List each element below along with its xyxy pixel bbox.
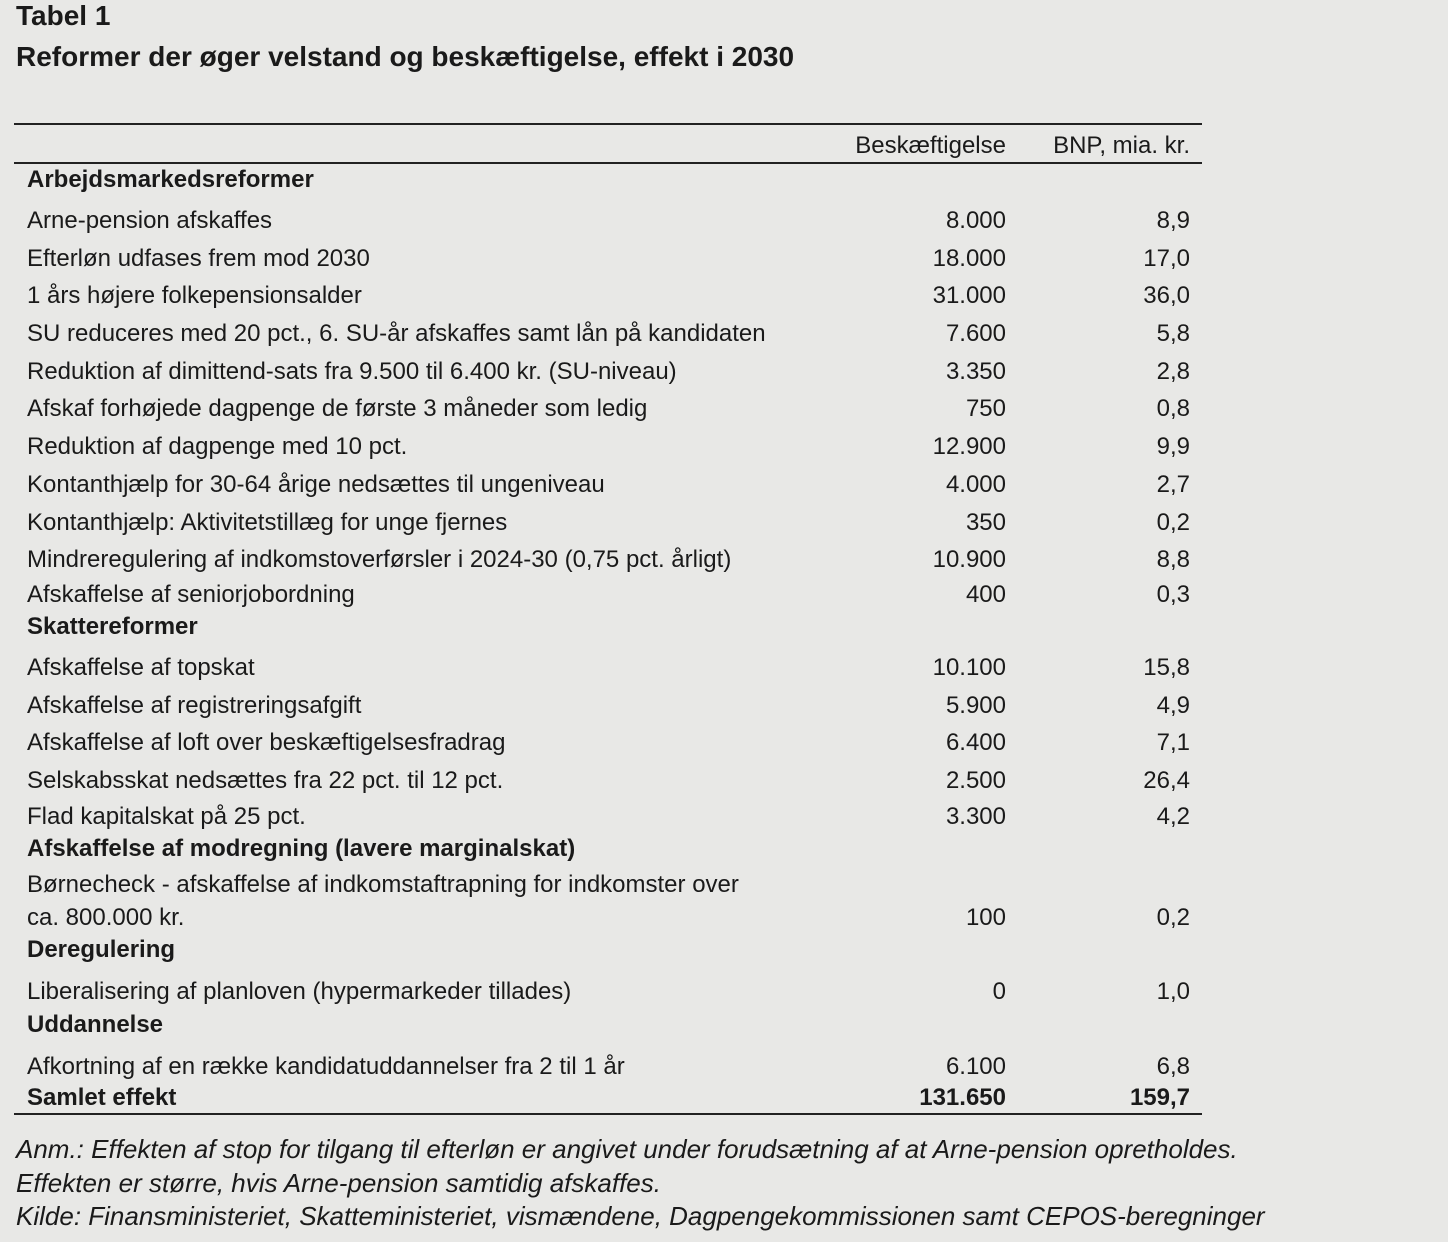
table-row	[14, 504, 1202, 542]
section-heading: Uddannelse	[27, 1010, 164, 1038]
header-employment: Beskæftigelse	[855, 132, 1006, 159]
table-row	[14, 867, 1202, 934]
table-number: Tabel 1	[16, 0, 111, 31]
row-gdp: 2,8	[1156, 357, 1190, 385]
table-row	[14, 1051, 1202, 1083]
row-employment: 0	[992, 977, 1006, 1005]
table-row	[14, 277, 1202, 315]
row-gdp: 6,8	[1156, 1052, 1190, 1080]
table-row	[14, 579, 1202, 611]
table-header-row	[14, 125, 1202, 162]
row-label: Kontanthjælp for 30-64 årige nedsættes til ungeniveau	[27, 470, 605, 498]
row-employment: 6.400	[945, 729, 1006, 757]
table-row	[14, 687, 1202, 725]
row-gdp: 15,8	[1143, 653, 1190, 681]
row-employment: 18.000	[932, 244, 1006, 272]
row-employment: 350	[965, 508, 1006, 536]
table-row	[14, 762, 1202, 800]
row-employment: 7.600	[945, 320, 1006, 348]
table-row	[14, 202, 1202, 240]
row-label: Kontanthjælp: Aktivitetstillæg for unge fjernes	[27, 508, 508, 536]
row-employment: 5.900	[945, 691, 1006, 719]
row-employment: 750	[965, 395, 1006, 423]
row-gdp: 0,8	[1156, 395, 1190, 423]
note-line: Anm.: Effekten af stop for tilgang til efterløn er angivet under forudsætning af at Arne-pension opretholdes.	[16, 1134, 1238, 1164]
header-gdp: BNP, mia. kr.	[1053, 132, 1190, 159]
row-label: Efterløn udfases frem mod 2030	[27, 244, 370, 272]
row-label: Flad kapitalskat på 25 pct.	[27, 802, 306, 830]
total-employment: 131.650	[919, 1083, 1006, 1111]
row-employment: 6.100	[945, 1052, 1006, 1080]
row-employment: 400	[965, 580, 1006, 608]
total-label: Samlet effekt	[27, 1083, 177, 1111]
source-line: Kilde: Finansministeriet, Skatteministeriet, vismændene, Dagpengekommissionen samt CEPOS-beregninger	[16, 1201, 1265, 1231]
table-row	[14, 390, 1202, 428]
row-employment: 8.000	[945, 207, 1006, 234]
table-row	[14, 466, 1202, 504]
row-employment: 2.500	[945, 766, 1006, 794]
row-employment: 4.000	[945, 470, 1006, 498]
table-row	[14, 240, 1202, 278]
note-line: Effekten er større, hvis Arne-pension samtidig afskaffes.	[16, 1167, 661, 1198]
row-employment: 100	[965, 903, 1006, 931]
row-gdp: 26,4	[1143, 766, 1190, 794]
row-gdp: 5,8	[1156, 320, 1190, 348]
table-row	[14, 315, 1202, 353]
row-label: Afskaffelse af loft over beskæftigelsesfradrag	[27, 729, 506, 757]
row-label: Reduktion af dimittend-sats fra 9.500 til 6.400 kr. (SU-niveau)	[27, 357, 677, 385]
row-gdp: 8,9	[1156, 207, 1190, 234]
row-label: Mindreregulering af indkomstoverførsler i 2024-30 (0,75 pct. årligt)	[27, 546, 732, 574]
table-row	[14, 974, 1202, 1009]
row-label-line: ca. 800.000 kr.	[27, 903, 185, 931]
row-label: Liberalisering af planloven (hypermarkeder tillades)	[27, 977, 572, 1005]
table-row	[14, 541, 1202, 579]
table-bottom-rule	[14, 1113, 1202, 1115]
row-label: Afskaffelse af registreringsafgift	[27, 691, 362, 719]
table-row	[14, 649, 1202, 687]
row-employment: 31.000	[932, 282, 1006, 310]
row-employment: 10.100	[932, 653, 1006, 681]
row-employment: 3.350	[945, 357, 1006, 385]
table-row	[14, 724, 1202, 762]
section-heading: Deregulering	[27, 935, 176, 963]
row-gdp: 4,2	[1156, 802, 1190, 830]
row-gdp: 4,9	[1156, 691, 1190, 719]
row-gdp: 36,0	[1143, 282, 1190, 310]
row-label: Reduktion af dagpenge med 10 pct.	[27, 433, 408, 461]
row-gdp: 0,2	[1156, 508, 1190, 536]
total-gdp: 159,7	[1129, 1083, 1190, 1111]
row-label: SU reduceres med 20 pct., 6. SU-år afskaffes samt lån på kandidaten	[27, 320, 766, 348]
section-heading: Arbejdsmarkedsreformer	[27, 166, 314, 193]
row-label: Afkortning af en række kandidatuddannelser fra 2 til 1 år	[27, 1052, 625, 1080]
row-label: Selskabsskat nedsættes fra 22 pct. til 12 pct.	[27, 766, 504, 794]
row-label: Afskaf forhøjede dagpenge de første 3 måneder som ledig	[27, 395, 648, 423]
row-label: Afskaffelse af topskat	[27, 653, 255, 681]
row-gdp: 7,1	[1156, 729, 1190, 757]
row-label	[14, 868, 806, 934]
row-gdp: 0,2	[1156, 903, 1190, 931]
section-heading: Afskaffelse af modregning (lavere marginalskat)	[27, 834, 576, 862]
row-gdp: 8,8	[1156, 546, 1190, 574]
row-employment: 10.900	[932, 546, 1006, 574]
total-row	[14, 1083, 1202, 1113]
table-notes	[16, 1133, 1265, 1234]
row-employment: 12.900	[932, 433, 1006, 461]
table-title: Reformer der øger velstand og beskæftigelse, effekt i 2030	[16, 41, 795, 72]
row-gdp: 17,0	[1143, 244, 1190, 272]
row-gdp: 0,3	[1156, 580, 1190, 608]
section-heading: Skattereformer	[27, 612, 198, 640]
table-row	[14, 800, 1202, 833]
table-row	[14, 353, 1202, 391]
row-gdp: 2,7	[1156, 470, 1190, 498]
row-label: 1 års højere folkepensionsalder	[27, 282, 362, 310]
row-employment: 3.300	[945, 802, 1006, 830]
row-label: Afskaffelse af seniorjobordning	[27, 580, 355, 608]
row-gdp: 9,9	[1156, 433, 1190, 461]
reform-table	[14, 123, 1202, 1115]
row-gdp: 1,0	[1156, 977, 1190, 1005]
row-label-line: Børnecheck - afskaffelse af indkomstaftrapning for indkomster over	[27, 870, 739, 898]
table-row	[14, 428, 1202, 466]
row-label: Arne-pension afskaffes	[27, 207, 273, 234]
